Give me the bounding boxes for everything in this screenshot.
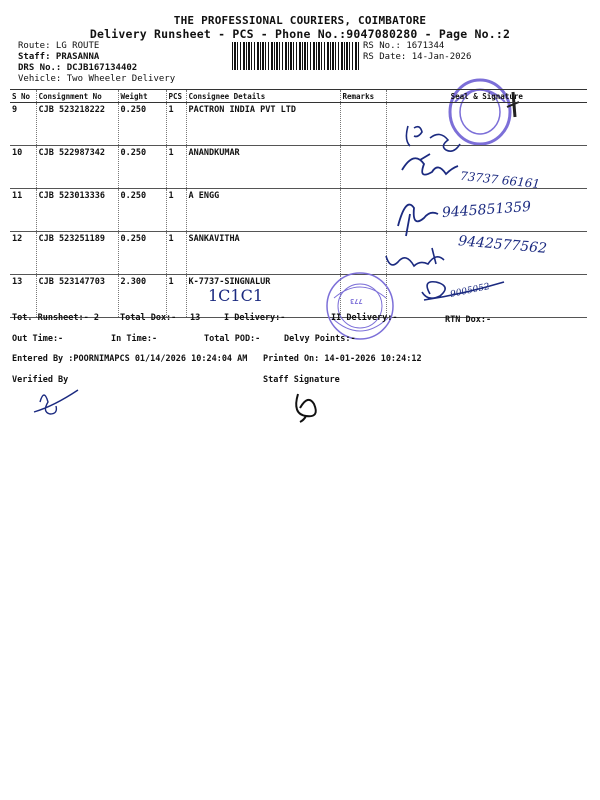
printed-on: Printed On: 14-01-2026 10:24:12 bbox=[263, 354, 422, 364]
cell-sno: 9 bbox=[10, 103, 36, 146]
cell-weight: 2.300 bbox=[118, 275, 166, 318]
cell-consignment: CJB 523013336 bbox=[36, 189, 118, 232]
handwritten-sig-number-row13: 9005052 bbox=[449, 281, 491, 301]
cell-sno: 11 bbox=[10, 189, 36, 232]
staff-signature-label: Staff Signature bbox=[263, 375, 340, 385]
cell-weight: 0.250 bbox=[118, 146, 166, 189]
cell-pcs: 1 bbox=[166, 275, 186, 318]
in-time: In Time:- bbox=[111, 334, 158, 344]
col-weight: Weight bbox=[118, 90, 166, 103]
cell-pcs: 1 bbox=[166, 189, 186, 232]
stamp-number: 773 bbox=[350, 297, 363, 305]
company-title: THE PROFESSIONAL COURIERS, COIMBATORE bbox=[173, 14, 427, 27]
handwritten-note-row13: 1C1C1 bbox=[208, 286, 264, 305]
col-sno: S No bbox=[10, 90, 36, 103]
staff-signature-mark bbox=[290, 388, 330, 424]
cell-sno: 13 bbox=[10, 275, 36, 318]
col-remarks: Remarks bbox=[340, 90, 386, 103]
cell-sno: 12 bbox=[10, 232, 36, 275]
col-pcs: PCS bbox=[166, 90, 186, 103]
table-header-row bbox=[10, 90, 587, 103]
col-signature: Seal & Signature bbox=[386, 90, 587, 103]
delvy-points: Delvy Points:- bbox=[284, 334, 356, 344]
cell-weight: 0.250 bbox=[118, 189, 166, 232]
entered-by: Entered By :POORNIMAPCS 01/14/2026 10:24:04 AM bbox=[12, 354, 248, 364]
cell-sno: 10 bbox=[10, 146, 36, 189]
cell-pcs: 1 bbox=[166, 146, 186, 189]
cell-consignment: CJB 523218222 bbox=[36, 103, 118, 146]
staff-label: Staff: PRASANNA bbox=[18, 52, 100, 62]
drs-label: DRS No.: DCJB167134402 bbox=[18, 63, 138, 73]
cell-consignee: A ENGG bbox=[186, 189, 340, 232]
cell-consignee: K-7737-SINGNALUR bbox=[186, 275, 340, 318]
total-pod: Total POD:- bbox=[204, 334, 261, 344]
rs-date: RS Date: 14-Jan-2026 bbox=[363, 52, 472, 62]
tot-runsheet: Tot. Runsheet:- 2 bbox=[12, 313, 99, 323]
cell-consignee: SANKAVITHA bbox=[186, 232, 340, 275]
cell-pcs: 1 bbox=[166, 103, 186, 146]
cell-consignment: CJB 522987342 bbox=[36, 146, 118, 189]
cell-consignee: PACTRON INDIA PVT LTD bbox=[186, 103, 340, 146]
cell-weight: 0.250 bbox=[118, 103, 166, 146]
barcode bbox=[232, 42, 360, 70]
cell-consignment: CJB 523147703 bbox=[36, 275, 118, 318]
i-delivery: I Delivery:- bbox=[224, 313, 286, 323]
verified-signature bbox=[30, 384, 90, 420]
cell-pcs: 1 bbox=[166, 232, 186, 275]
cell-consignee: ANANDKUMAR bbox=[186, 146, 340, 189]
verified-by: Verified By bbox=[12, 375, 69, 385]
col-consignment: Consignment No bbox=[36, 90, 118, 103]
handwritten-phone-row10: 73737 66161 bbox=[459, 168, 541, 192]
col-consignee: Consignee Details bbox=[186, 90, 340, 103]
cell-consignment: CJB 523251189 bbox=[36, 232, 118, 275]
total-dox-label: Total Dox:- bbox=[120, 313, 177, 323]
rtn-dox: RTN Dox:- bbox=[445, 315, 492, 325]
cell-weight: 0.250 bbox=[118, 232, 166, 275]
vehicle-label: Vehicle: Two Wheeler Delivery bbox=[18, 74, 176, 84]
runsheet-subtitle: Delivery Runsheet - PCS - Phone No.:9047080280 - Page No.:2 bbox=[89, 27, 511, 41]
total-dox-value: 13 bbox=[190, 313, 201, 323]
handwritten-phone-row12: 9442577562 bbox=[457, 233, 548, 257]
rs-number: RS No.: 1671344 bbox=[363, 41, 445, 51]
handwritten-phone-row11: 9445851359 bbox=[441, 198, 532, 222]
ii-delivery: II Delivery:- bbox=[331, 313, 398, 323]
out-time: Out Time:- bbox=[12, 334, 64, 344]
route-label: Route: LG ROUTE bbox=[18, 41, 100, 51]
